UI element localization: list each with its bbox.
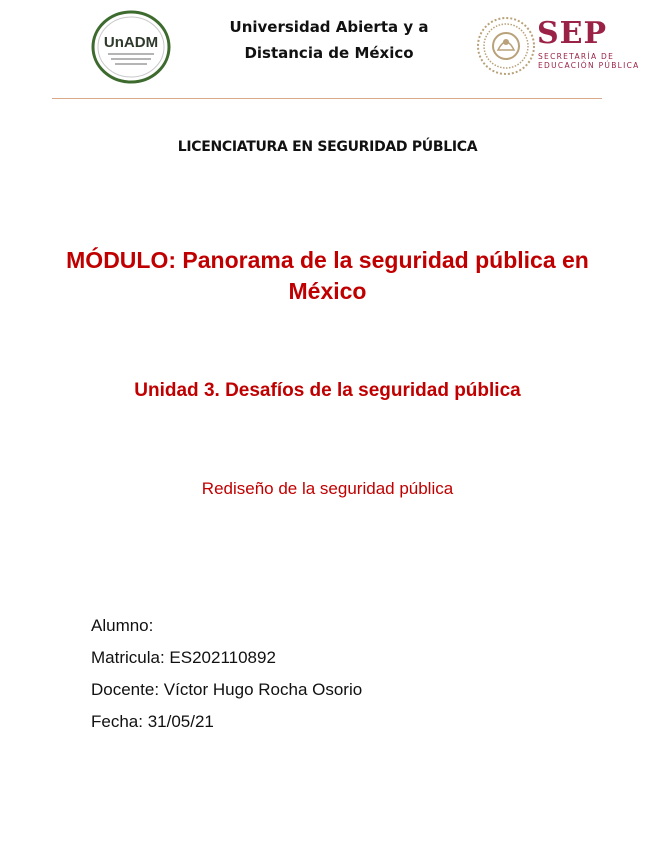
header-divider [52,98,602,99]
national-seal-icon [476,16,536,76]
student-id: Matricula: ES202110892 [91,648,276,667]
sep-subtitle-line-2: EDUCACIÓN PÚBLICA [538,61,640,70]
sep-wordmark: SEP [537,16,608,51]
submission-date: Fecha: 31/05/21 [91,712,214,731]
university-name [205,14,453,66]
activity-title: Rediseño de la seguridad pública [201,479,454,498]
degree-title: LICENCIATURA EN SEGURIDAD PÚBLICA [177,139,478,155]
teacher-name: Docente: Víctor Hugo Rocha Osorio [91,680,363,699]
unadm-logo [91,10,171,84]
unadm-logo-text: UnADM [103,34,159,51]
student-name-label: Alumno: [91,616,154,635]
module-title: MÓDULO: Panorama de la seguridad pública en México [66,247,589,304]
sep-logo [476,16,641,76]
sep-subtitle-line-1: SECRETARÍA DE [538,52,615,61]
unit-title: Unidad 3. Desafíos de la seguridad pública [134,380,521,401]
university-name-line-1: Universidad Abierta y a [229,18,429,36]
sep-subtitle [538,52,640,70]
university-name-line-2: Distancia de México [244,44,414,62]
student-info [91,610,362,738]
